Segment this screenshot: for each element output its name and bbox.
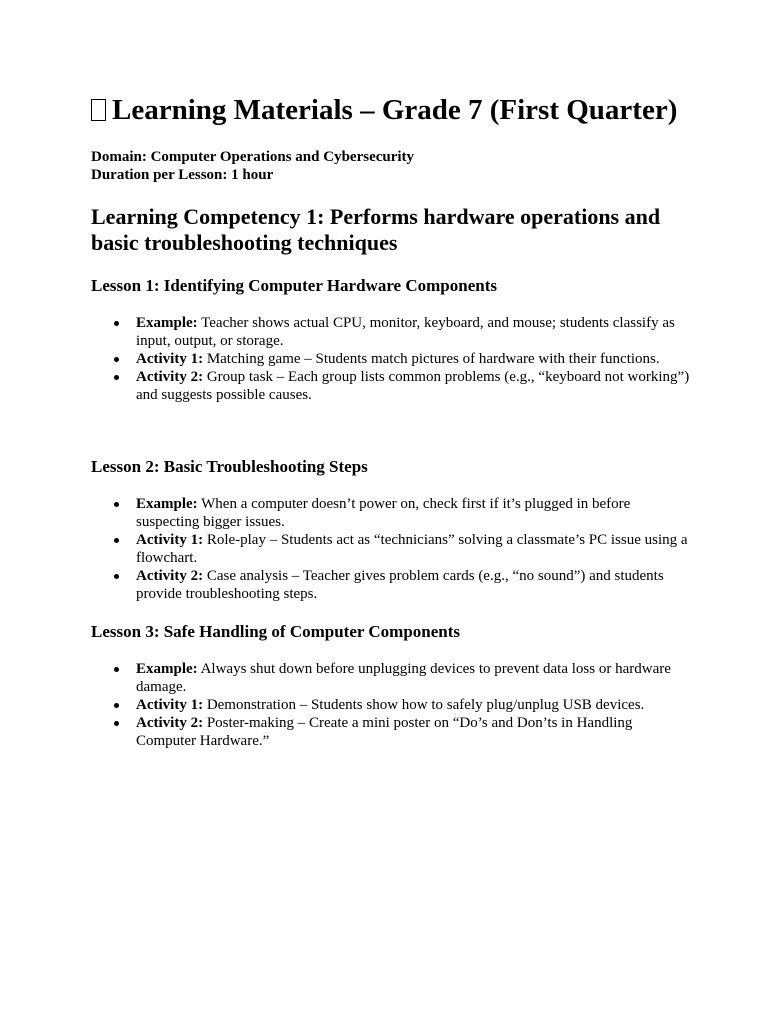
- list-item: [136, 350, 691, 368]
- lesson-2-title: Lesson 2: Basic Troubleshooting Steps: [91, 457, 368, 476]
- list-item: [136, 314, 691, 350]
- item-label: Example:: [136, 661, 198, 677]
- duration-line: Duration per Lesson: 1 hour: [91, 167, 274, 183]
- page-title-text: Learning Materials – Grade 7 (First Quarter): [112, 94, 678, 126]
- lesson-3-list: [91, 660, 691, 750]
- item-label: Activity 2:: [136, 715, 204, 731]
- list-item: [136, 531, 691, 567]
- item-text: When a computer doesn’t power on, check first if it’s plugged in before suspecting bigger issues.: [136, 496, 631, 530]
- lesson-1-title: Lesson 1: Identifying Computer Hardware Components: [91, 276, 497, 295]
- list-item: [136, 368, 691, 404]
- lesson-3-title: Lesson 3: Safe Handling of Computer Components: [91, 622, 461, 641]
- domain-line: Domain: Computer Operations and Cybersecurity: [91, 149, 415, 165]
- item-text: Demonstration – Students show how to safely plug/unplug USB devices.: [203, 697, 645, 713]
- list-item: [136, 696, 691, 714]
- competency-heading: Learning Competency 1: Performs hardware operations and basic troubleshooting techniques: [91, 204, 661, 255]
- lesson-meta: [91, 148, 691, 184]
- list-item: [136, 567, 691, 603]
- list-item: [136, 495, 691, 531]
- page-title: [91, 92, 691, 128]
- item-text: Always shut down before unplugging devices to prevent data loss or hardware damage.: [136, 661, 671, 695]
- item-label: Activity 1:: [136, 697, 204, 713]
- list-item: [136, 660, 691, 696]
- document-page: [91, 92, 691, 750]
- item-text: Role-play – Students act as “technicians” solving a classmate’s PC issue using a flowchart.: [136, 532, 688, 566]
- item-text: Case analysis – Teacher gives problem cards (e.g., “no sound”) and students provide troubleshooting steps.: [136, 568, 664, 602]
- item-text: Group task – Each group lists common problems (e.g., “keyboard not working”) and suggests possible causes.: [136, 369, 690, 403]
- list-item: [136, 714, 691, 750]
- item-label: Example:: [136, 496, 198, 512]
- item-label: Activity 1:: [136, 351, 204, 367]
- item-label: Activity 1:: [136, 532, 204, 548]
- item-text: Teacher shows actual CPU, monitor, keyboard, and mouse; students classify as input, output, or storage.: [136, 315, 675, 349]
- item-label: Example:: [136, 315, 198, 331]
- item-label: Activity 2:: [136, 568, 204, 584]
- lesson-2-list: [91, 495, 691, 603]
- item-label: Activity 2:: [136, 369, 204, 385]
- item-text: Matching game – Students match pictures of hardware with their functions.: [203, 351, 660, 367]
- item-text: Poster-making – Create a mini poster on “Do’s and Don’ts in Handling Computer Hardware.”: [136, 715, 633, 749]
- missing-glyph-icon: [91, 99, 106, 121]
- lesson-1-list: [91, 314, 691, 404]
